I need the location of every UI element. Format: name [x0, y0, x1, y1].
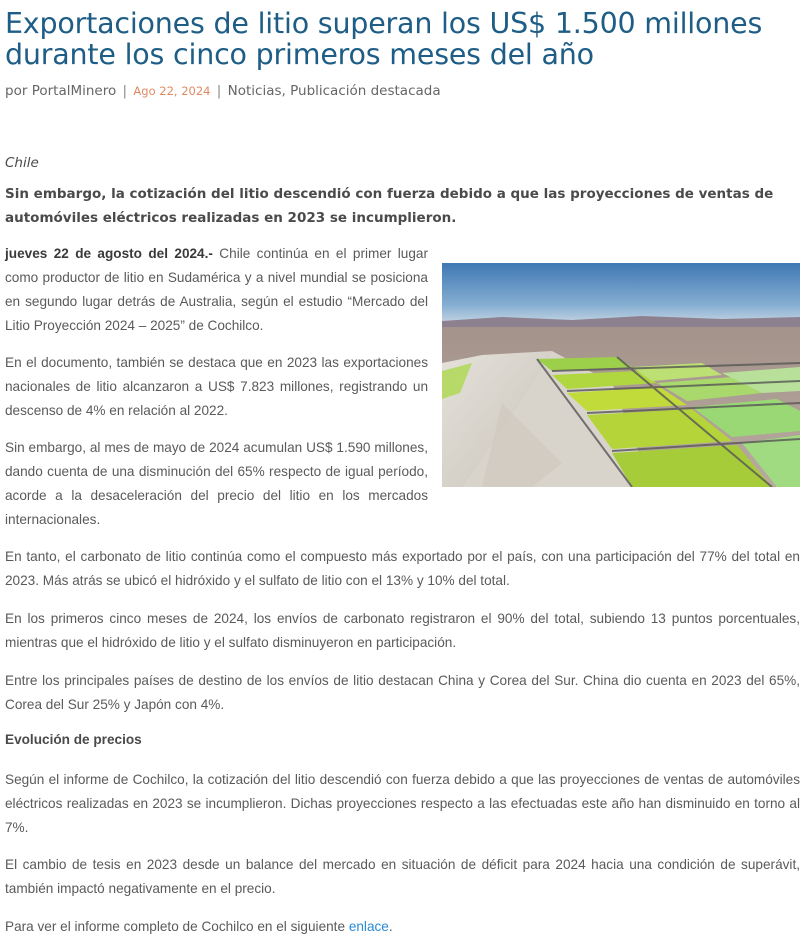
publish-date: Ago 22, 2024: [133, 84, 211, 98]
article-location: Chile: [5, 155, 39, 171]
paragraph-1: [5, 242, 428, 338]
category-links[interactable]: Noticias, Publicación destacada: [227, 83, 441, 99]
paragraph-9: [5, 915, 800, 939]
salt-flat-photo: [442, 263, 800, 487]
dateline: jueves 22 de agosto del 2024.-: [5, 246, 213, 261]
paragraph-8: El cambio de tesis en 2023 desde un balance del mercado en situación de déficit para 2024 hacia una condición de superávit, también impactó negativamente en el precio.: [5, 857, 800, 896]
paragraph-4: En tanto, el carbonato de litio continúa como el compuesto más exportado por el país, con una participación del 77% del total en 2023. Más atrás se ubicó el hidróxido y el sulfato de litio con el 13% y 10% del total.: [5, 549, 800, 588]
paragraph-9-end: .: [388, 919, 393, 934]
paragraph-6: Entre los principales países de destino de los envíos de litio destacan China y Corea del Sur. China dio cuenta en 2023 del 65%, Corea del Sur 25% y Japón con 4%.: [5, 673, 800, 712]
paragraph-7: Según el informe de Cochilco, la cotización del litio descendió con fuerza debido a que las proyecciones de ventas de automóviles eléctricos realizadas en 2023 se incumplieron. Dichas proyecciones respecto a las efectuadas este año han disminuido en torno al 7%.: [5, 772, 800, 835]
paragraph-3: Sin embargo, al mes de mayo de 2024 acumulan US$ 1.590 millones, dando cuenta de una disminución del 65% respecto de igual período, acorde a la desaceleración del precio del litio en los mercados internacionales.: [5, 440, 428, 527]
paragraph-1-text: Chile continúa en el primer lugar como productor de litio en Sudamérica y a nivel mundial se posiciona en segundo lugar detrás de Australia, según el estudio “Mercado del Litio Proyección 2024 – 2025” de Cochilco.: [5, 246, 429, 333]
paragraph-9-text: Para ver el informe completo de Cochilco en el siguiente: [5, 919, 349, 934]
section-heading: Evolución de precios: [5, 732, 142, 747]
byline-prefix: por: [5, 83, 28, 99]
author-link[interactable]: PortalMinero: [31, 83, 117, 99]
paragraph-5: En los primeros cinco meses de 2024, los envíos de carbonato registraron el 90% del total, subiendo 13 puntos porcentuales, mientras que el hidróxido de litio y el sulfato disminuyeron en participación.: [5, 611, 800, 650]
report-link[interactable]: enlace: [348, 919, 389, 934]
meta-separator: |: [216, 83, 222, 99]
paragraph-2: En el documento, también se destaca que en 2023 las exportaciones nacionales de litio alcanzaron a US$ 7.823 millones, registrando un descenso de 4% en relación al 2022.: [5, 355, 428, 418]
article-lead: Sin embargo, la cotización del litio descendió con fuerza debido a que las proyecciones de ventas de automóviles eléctricos realizadas en 2023 se incumplieron.: [5, 186, 774, 226]
article-title: Exportaciones de litio superan los US$ 1.500 millones durante los cinco primeros meses del año: [5, 7, 763, 71]
article-meta: [5, 83, 441, 99]
meta-separator: |: [122, 83, 128, 99]
